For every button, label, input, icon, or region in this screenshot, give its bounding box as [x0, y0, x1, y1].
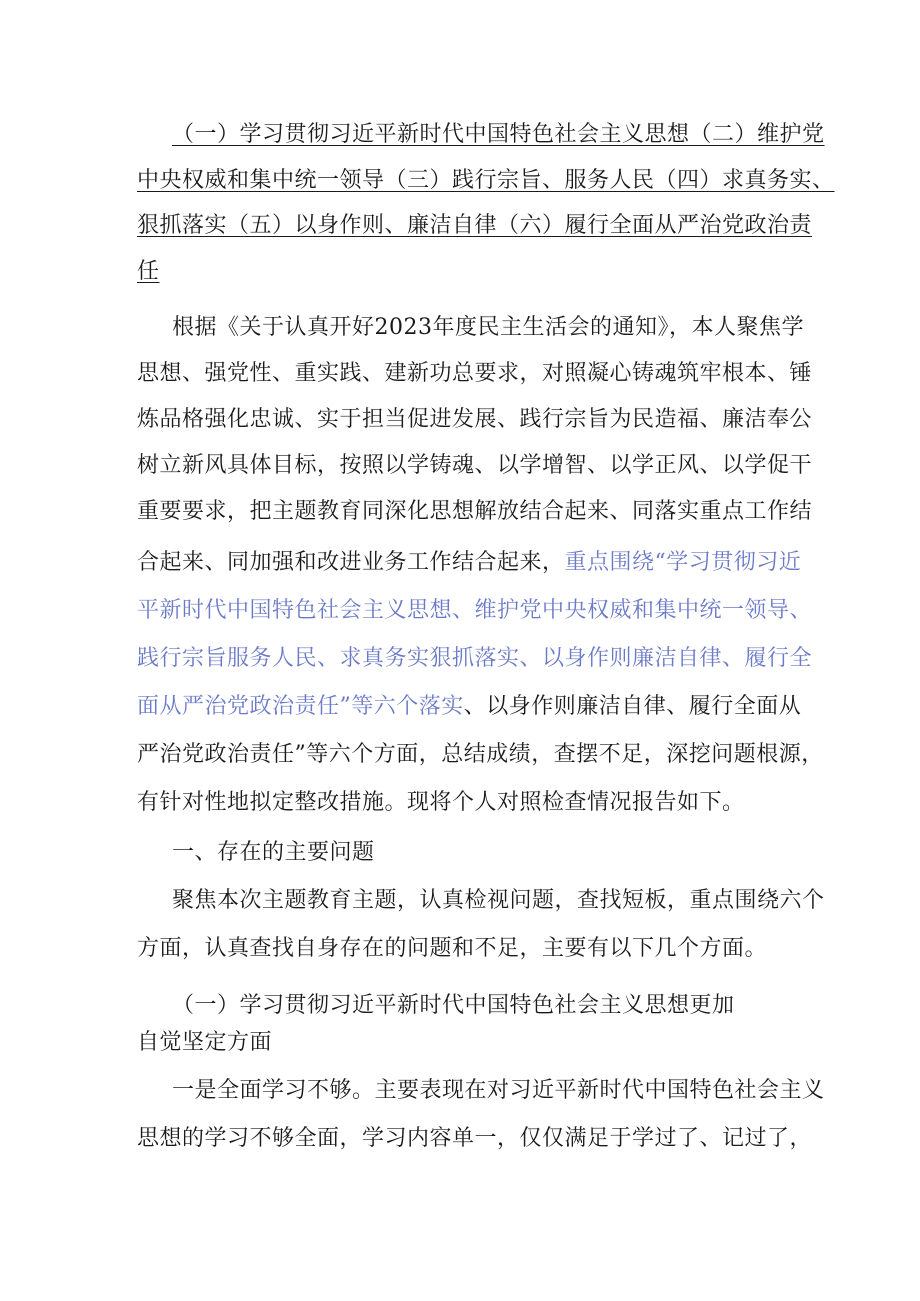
subsection1-body-line-2: 思想的学习不够全面，学习内容单一，仅仅满足于学过了、记过了， [137, 1126, 813, 1151]
intro-line-8-highlight: 践行宗旨服务人民、求真务实狠抓落实、以身作则廉洁自律、履行全 [137, 646, 813, 671]
section1-body-line-2: 方面，认真查找自身存在的问题和不足，主要有以下几个方面。 [137, 936, 768, 961]
title-line-2: 中央权威和集中统一领导（三）践行宗旨、服务人民（四）求真务实、 [137, 168, 835, 193]
section1-body-line-1: 聚焦本次主题教育主题，认真检视问题，查找短板，重点围绕六个 [172, 888, 825, 913]
title-line-3: 狠抓落实（五）以身作则、廉洁自律（六）履行全面从严治党政治责 [137, 213, 813, 238]
intro-line-4: 树立新风具体目标，按照以学铸魂、以学增智、以学正风、以学促干 [137, 453, 813, 478]
title-line-4: 任 [137, 259, 160, 284]
intro-line-7-highlight: 平新时代中国特色社会主义思想、维护党中央权威和集中统一领导、 [137, 598, 813, 623]
intro-line-9-text: 、以身作则廉洁自律、履行全面从 [463, 694, 802, 719]
subsection1-heading-line-2: 自觉坚定方面 [137, 1030, 273, 1055]
intro-line-1: 根据《关于认真开好2023年度民主生活会的通知》，本人聚焦学 [172, 315, 804, 340]
subsection1-heading-line-1: （一）学习贯彻习近平新时代中国特色社会主义思想更加 [172, 993, 735, 1018]
intro-line-9 [137, 692, 801, 722]
title-line-1: （一）学习贯彻习近平新时代中国特色社会主义思想（二）维护党 [172, 122, 825, 147]
intro-line-6-text: 合起来、同加强和改进业务工作结合起来， [137, 550, 565, 575]
intro-line-6 [137, 548, 801, 578]
intro-line-11: 有针对性地拟定整改措施。现将个人对照检查情况报告如下。 [137, 790, 745, 815]
intro-line-10: 严治党政治责任”等六个方面，总结成绩，查摆不足，深挖问题根源， [137, 742, 824, 767]
intro-line-9-highlight: 面从严治党政治责任”等六个落实 [137, 694, 464, 719]
section1-heading: 一、存在的主要问题 [172, 840, 375, 865]
intro-line-2: 思想、强党性、重实践、建新功总要求，对照凝心铸魂筑牢根本、锤 [137, 361, 813, 386]
subsection1-body-line-1: 一是全面学习不够。主要表现在对习近平新时代中国特色社会主义 [172, 1078, 825, 1103]
intro-line-3: 炼品格强化忠诚、实于担当促进发展、践行宗旨为民造福、廉洁奉公 [137, 407, 813, 432]
intro-line-6-highlight: 重点围绕“学习贯彻习近 [564, 550, 802, 575]
intro-line-5: 重要要求，把主题教育同深化思想解放结合起来、同落实重点工作结 [137, 499, 813, 524]
